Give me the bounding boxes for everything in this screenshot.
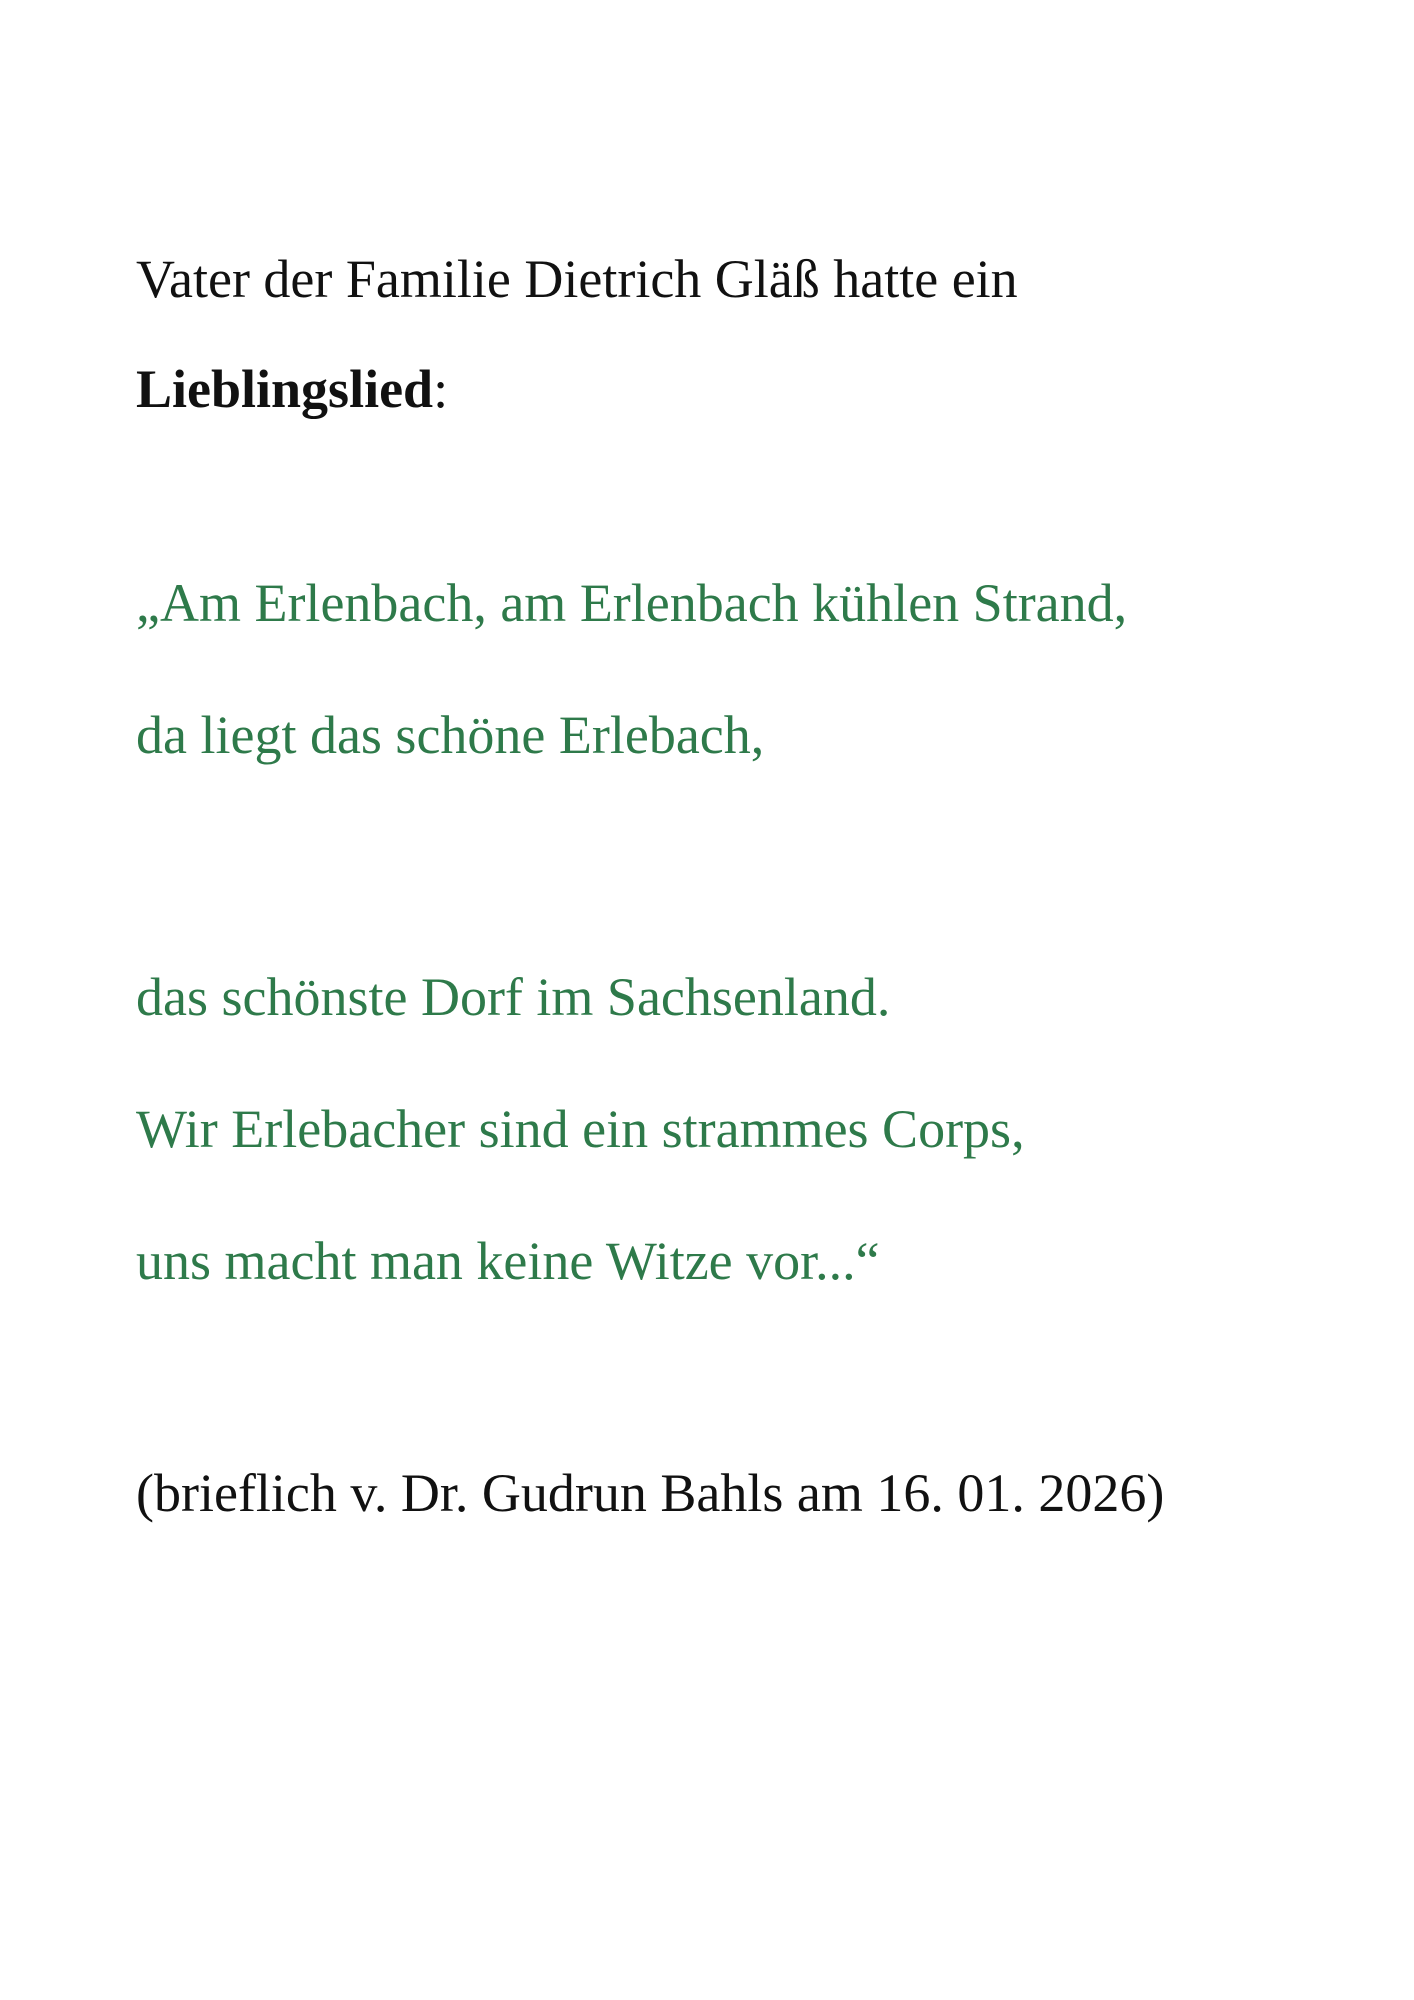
song-line-4: Wir Erlebacher sind ein strammes Corps, xyxy=(136,1099,1025,1159)
intro-colon: : xyxy=(433,359,449,419)
song-line-1: „Am Erlenbach, am Erlenbach kühlen Strand, xyxy=(136,573,1128,633)
intro-line-2 xyxy=(136,359,449,419)
intro-line-1: Vater der Familie Dietrich Gläß hatte ein xyxy=(136,249,1018,309)
song-line-5: uns macht man keine Witze vor...“ xyxy=(136,1231,880,1291)
song-line-2: da liegt das schöne Erlebach, xyxy=(136,705,765,765)
source-citation: (brieflich v. Dr. Gudrun Bahls am 16. 01. 2026) xyxy=(136,1463,1165,1523)
song-line-3: das schönste Dorf im Sachsenland. xyxy=(136,967,891,1027)
bold-word-lieblingslied: Lieblingslied xyxy=(136,359,434,419)
